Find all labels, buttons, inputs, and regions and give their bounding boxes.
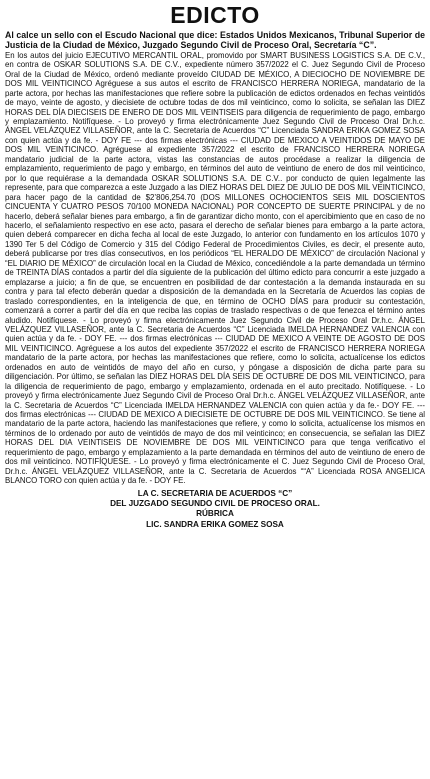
signature-name: LIC. SANDRA ERIKA GOMEZ SOSA — [146, 519, 284, 529]
signature-rubric: RÚBRICA — [196, 509, 234, 519]
signature-role: LA C. SECRETARIA DE ACUERDOS “C” — [137, 488, 293, 498]
notice-title: EDICTO — [170, 2, 260, 28]
signature-court: DEL JUZGADO SEGUNDO CIVIL DE PROCESO ORAL. — [110, 499, 320, 509]
notice-seal-description: Al calce un sello con el Escudo Nacional que dice: Estados Unidos Mexicanos, Tribunal Superior de Justicia de la Ciudad de México, Juzgado Segundo Civil de Proceso Oral, Secretaría “C”. — [5, 30, 425, 51]
signature-block — [5, 489, 425, 531]
legal-notice — [5, 2, 425, 777]
notice-body-text: En los autos del juicio EJECUTIVO MERCANTIL ORAL, promovido por SMART BUSINESS LOGISTICS S.A. DE C.V., en contra de OSKAR SOLUTIONS S.A. DE C.V., expediente número 357/2022 el C. Juez Segundo Civil de Proceso Oral de la Ciudad de México, ordenó mediante proveído CIUDAD DE MÉXICO, A DIECIOCHO DE NOVIEMBRE DE DOS MIL VEINTICINCO Agréguese a sus autos el escrito de FRANCISCO HERRERA NORIEGA, mandatario de la parte actora, por hechas las manifestaciones que refiere sobre la publicación de edictos ordenados en fechas veintidós de mayo, veinte de agosto, y diecisiete de octubre todas de dos mil veinticinco, como lo solicita, se señalan las DIEZ HORAS DEL DÍA DIECISEIS DE ENERO DE DOS MIL VEINTISEIS para diligencia de requerimiento de pago, embargo y emplazamiento. Notifíquese. - Lo proveyó y firma electrónicamente Juez Segundo Civil de Proceso Oral Dr.h.c. ÁNGEL VELÁZQUEZ VILLASEÑOR, ante la C. Secretaria de Acuerdos “C” Licenciada SANDRA ERIKA GOMEZ SOSA con quien actúa y da fe. - DOY FE --- dos firmas electrónicas --- CIUDAD DE MEXICO A VEINTIDOS DE MAYO DE DOS MIL VEINTICINCO. Agréguese al expediente 357/2022 el escrito de FRANCISCO HERRERA NORIEGA mandatario judicial de la parte actora, vistas las constancias de autos procédase a realizar la diligencia de emplazamiento, requerimiento de pago y embargo, en términos del auto de veintiuno de enero de dos mil veinticinco, por lo que requiérase a la demandada OSKAR SOLUTIONS S.A. DE C.V.. por conducto de quien legalmente las represente, para que comparezca a este Juzgado a las DIEZ HORAS DEL DIEZ DE JULIO DE DOS MIL VEINTICINCO, para hacer pago de la cantidad de $2’806,254.70 (DOS MILLONES OCHOCIENTOS SEIS MIL DOSCIENTOS CINCUENTA Y CUATRO PESOS 70/100 MONEDA NACIONAL) POR CONCEPTO DE SUERTE PRINCIPAL y de no hacerlo, deberá señalar bienes para embargo, a fin de garantizar dicho monto, con el apercibimiento que en caso de no hacerlo, el señalamiento respectivo en ese acto, pasara el derecho de señalar bienes para embargo a la parte actora, quien deberá comparecer en dicha fecha al local de este Juzgado, lo anterior con fundamento en los artículos 1070 y 1390 Ter 5 del Código de Comercio y 315 del Código Federal de Procedimientos Civiles, es decir, el presente auto, deberá publicarse por tres días consecutivos, en los periódicos “EL HERALDO DE MÉXICO” de circulación Nacional y “EL DIARIO DE MÉXICO” de circulación local en la Ciudad de México, concediéndole a la parte demandada un término de TREINTA DÍAS contados a partir del día siguiente de la publicación del último edicto para concurrir a este juzgado a emplazarse a juicio; a fin de que, se encuentren en posibilidad de dar contestación a la demanda instaurada en su contra y para tal efecto deberán quedar a disposición de la demandada en la Secretaría de Acuerdos las copias de traslado correspondientes, en la inteligencia de que, en término de OCHO DÍAS para producir su contestación, comenzará a correr a partir del día en que reciba las copias de traslado respectivas o de que fenezca el término antes aludido. Notifíquese. - Lo proveyó y firma electrónicamente Juez Segundo Civil de Proceso Oral Dr.h.c. ÁNGEL VELÁZQUEZ VILLASEÑOR, ante la C. Secretaria de Acuerdos “C” Licenciada IMELDA HERNANDEZ VALENCIA con quien actúa y da fe. - DOY FE. --- dos firmas electrónicas --- CIUDAD DE MEXICO A VEINTE DE AGOSTO DE DOS MIL VEINTICINCO. Agréguese a los autos del expediente 357/2022 el escrito de FRANCISCO HERRERA NORIEGA mandatario de la parte actora, por hechas las manifestaciones que refiere, como lo solicita, actualícense los edictos ordenados en auto de veintidós de mayo del año en curso, y póngase a disposición de dicha parte para su diligenciación. Por último, se señalan las DIEZ HORAS DEL DÍA SEIS DE OCTUBRE DE DOS MIL VEINTICINCO, para la diligencia de requerimiento de pago, embargo y emplazamiento, ordenada en el auto precitado. Notifíquese. - Lo proveyó y firma electrónicamente Juez Segundo Civil de Proceso Oral Dr.h.c. ÁNGEL VELÁZQUEZ VILLASEÑOR, ante la C. Secretaria de Acuerdos “C” Licenciada IMELDA HERNANDEZ VALENCIA con quien actúa y da fe.- DOY FE. --- dos firmas electrónicas --- CIUDAD DE MEXICO A DIECISIETE DE OCTUBRE DE DOS MIL VEINTICINCO. Se tiene al mandatario de la parte actora, haciendo las manifestaciones que refiere, y como lo solicita, actualícense los mismos en términos de lo ordenado por auto de veintidós de mayo de dos mil veinticinco; en consecuencia, se señalan las DIEZ HORAS DEL DIA VEINTISEIS DE NOVIEMBRE DE DOS MIL VEINTICINCO para que tenga verificativo el requerimiento de pago, embargo y emplazamiento a la parte demandada en términos del auto de veintiuno de enero de dos mil veinticinco. NOTIFÍQUESE. - Lo proveyó y firma electrónicamente el C. Juez Segundo Civil de Proceso Oral, Dr.h.c. ÁNGEL VELÁZQUEZ VILLASEÑOR, ante la C. Secretaria de Acuerdos ““A” Licenciada ROSA ANGELICA BLANCO TORO con quien actúa y da fe. - DOY FE. — [5, 50, 425, 486]
